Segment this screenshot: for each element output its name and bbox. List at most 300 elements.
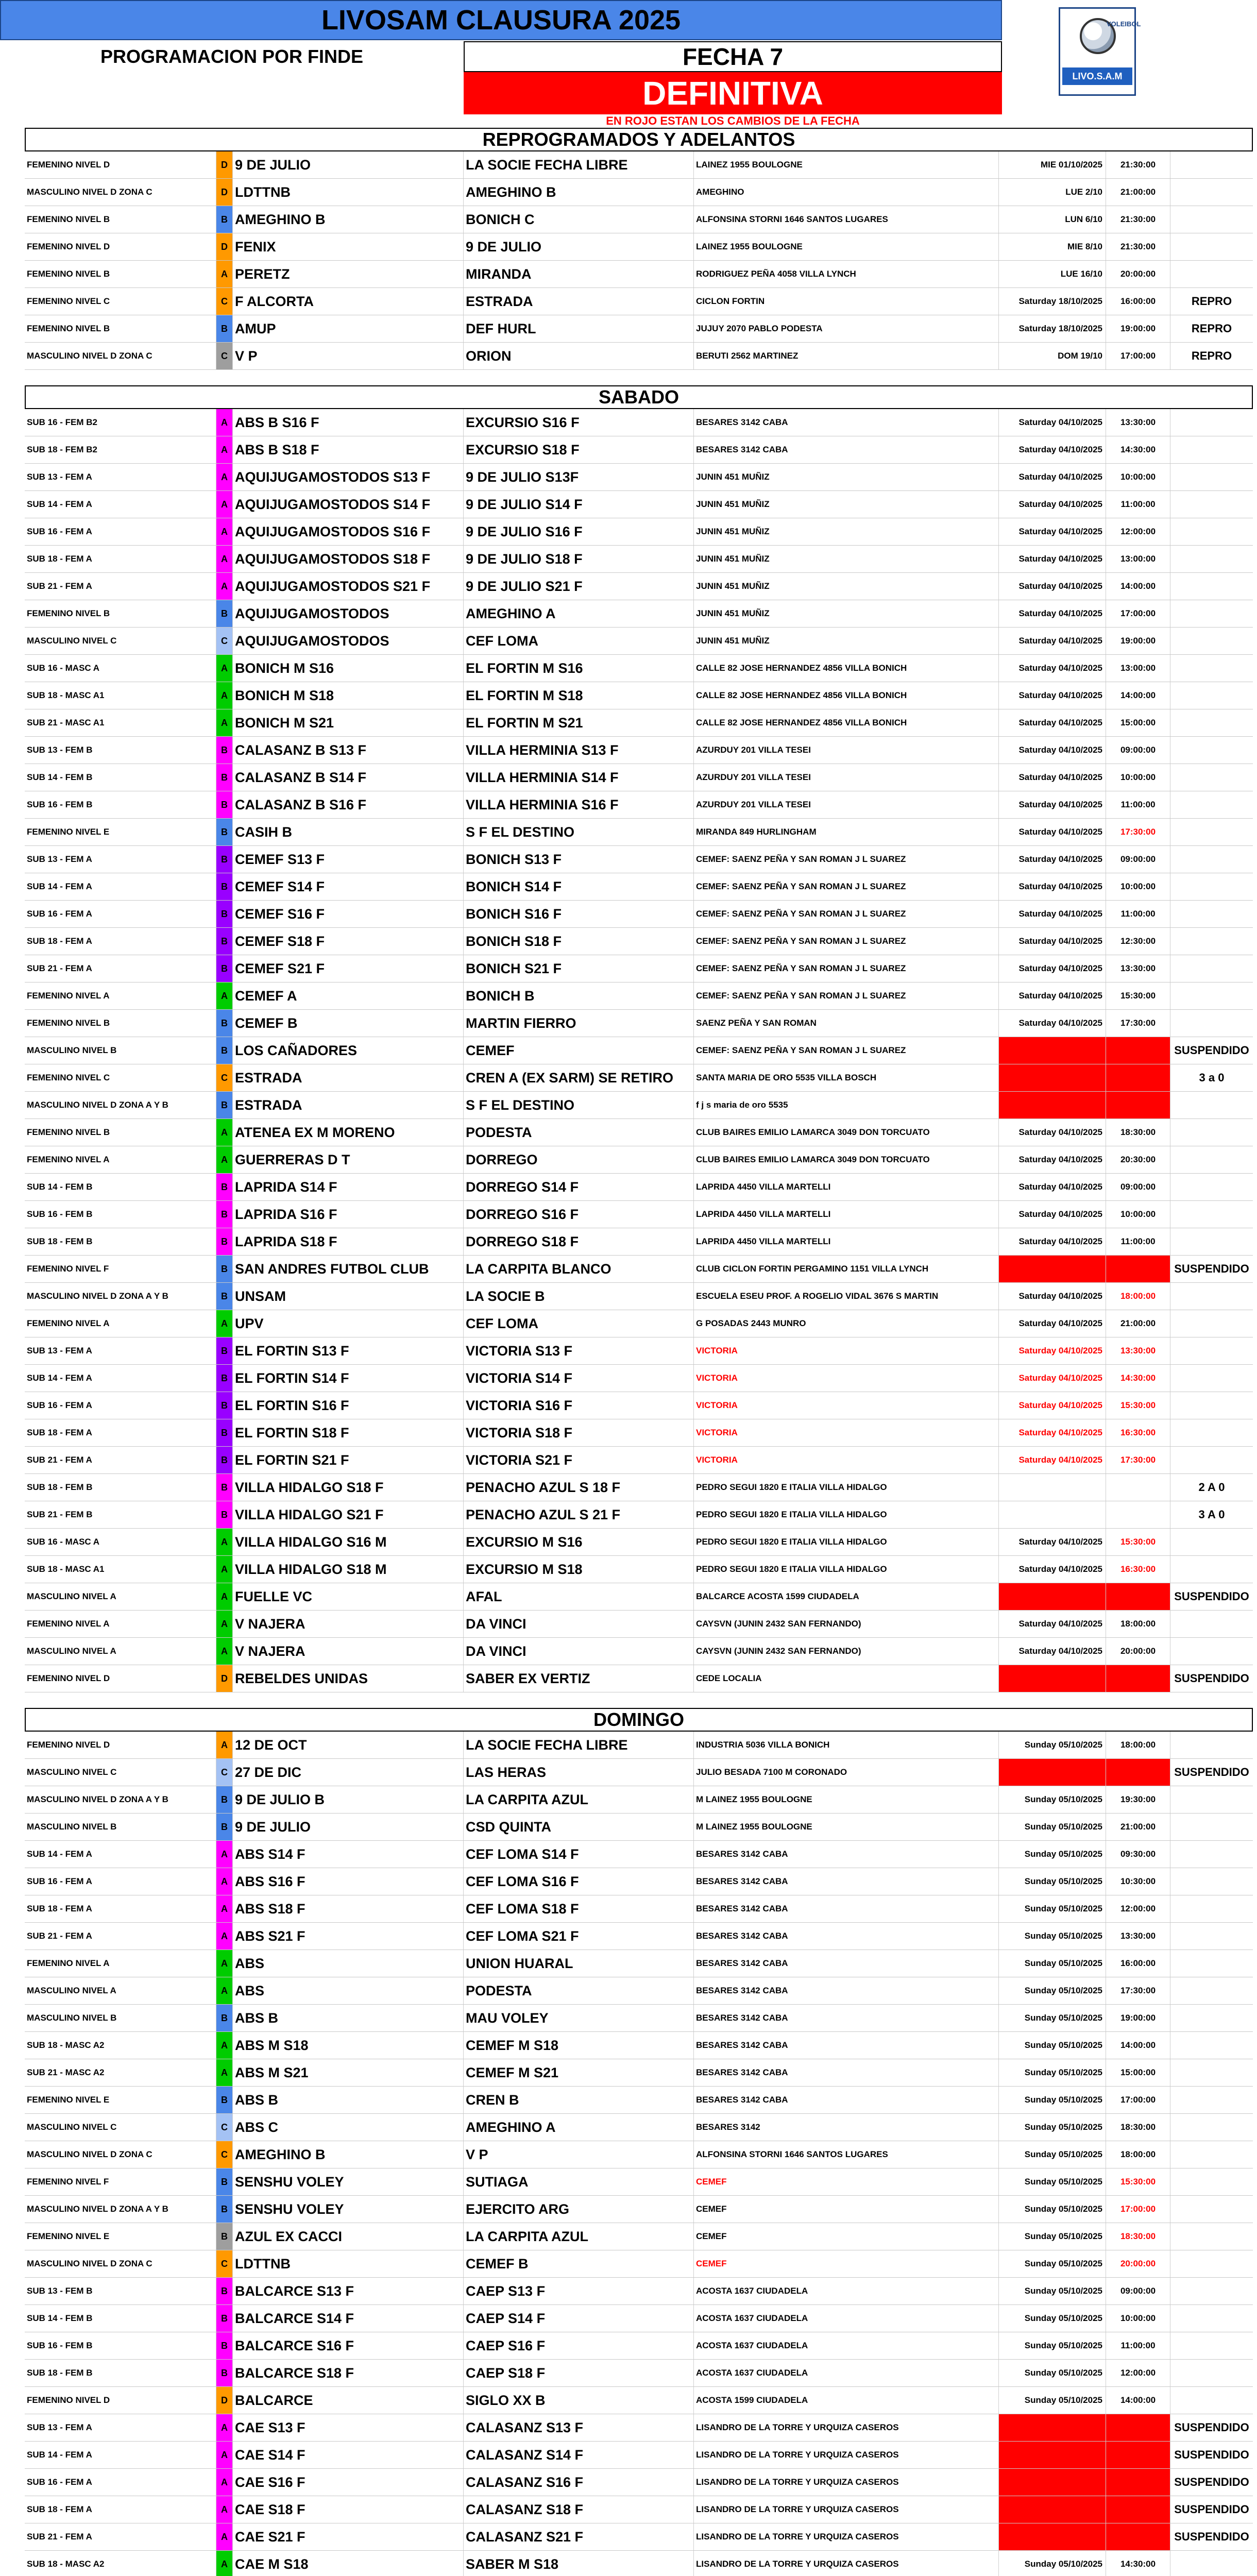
category-cell: MASCULINO NIVEL D ZONA C: [25, 2141, 216, 2168]
date-cell: Saturday 04/10/2025: [999, 682, 1106, 709]
time-cell: 14:00:00: [1106, 2387, 1170, 2414]
table-row: [25, 2387, 1253, 2414]
date-cell: Saturday 04/10/2025: [999, 1638, 1106, 1665]
category-cell: SUB 18 - FEM A: [25, 1419, 216, 1446]
date-cell: Sunday 05/10/2025: [999, 1841, 1106, 1868]
home-team-cell: AZUL EX CACCI: [233, 2223, 464, 2250]
level-badge: A: [216, 1868, 233, 1895]
category-cell: SUB 21 - FEM A: [25, 955, 216, 982]
time-cell: 11:00:00: [1106, 901, 1170, 927]
table-row: [25, 1786, 1253, 1814]
time-cell: 12:00:00: [1106, 518, 1170, 545]
date-cell: Saturday 04/10/2025: [999, 1146, 1106, 1173]
home-team-cell: REBELDES UNIDAS: [233, 1665, 464, 1692]
note-cell: [1170, 737, 1253, 764]
table-row: [25, 982, 1253, 1010]
away-team-cell: CALASANZ S21 F: [464, 2523, 694, 2550]
level-badge: A: [216, 1529, 233, 1555]
time-cell: 13:00:00: [1106, 655, 1170, 682]
time-cell: 19:00:00: [1106, 2005, 1170, 2031]
table-row: [25, 819, 1253, 846]
home-team-cell: 27 DE DIC: [233, 1759, 464, 1786]
table-row: [25, 1419, 1253, 1447]
level-badge: A: [216, 1611, 233, 1637]
venue-cell: AZURDUY 201 VILLA TESEI: [694, 764, 999, 791]
away-team-cell: VICTORIA S14 F: [464, 1365, 694, 1392]
home-team-cell: AQUIJUGAMOSTODOS S21 F: [233, 573, 464, 600]
category-cell: FEMENINO NIVEL E: [25, 2223, 216, 2250]
venue-cell: PEDRO SEGUI 1820 E ITALIA VILLA HIDALGO: [694, 1556, 999, 1583]
away-team-cell: BONICH S16 F: [464, 901, 694, 927]
venue-cell: BESARES 3142 CABA: [694, 436, 999, 463]
away-team-cell: MAU VOLEY: [464, 2005, 694, 2031]
level-badge: A: [216, 1923, 233, 1950]
time-cell: 15:30:00: [1106, 2168, 1170, 2195]
level-badge: B: [216, 2005, 233, 2031]
venue-cell: JUNIN 451 MUÑIZ: [694, 628, 999, 654]
level-badge: A: [216, 1583, 233, 1610]
note-cell: [1170, 1556, 1253, 1583]
table-row: [25, 2250, 1253, 2278]
venue-cell: ACOSTA 1637 CIUDADELA: [694, 2332, 999, 2359]
level-badge: B: [216, 928, 233, 955]
away-team-cell: BONICH S21 F: [464, 955, 694, 982]
time-cell: 18:00:00: [1106, 1611, 1170, 1637]
home-team-cell: CAE M S18: [233, 2551, 464, 2576]
away-team-cell: LA SOCIE B: [464, 1283, 694, 1310]
table-row: [25, 436, 1253, 464]
home-team-cell: ABS S14 F: [233, 1841, 464, 1868]
level-badge: B: [216, 737, 233, 764]
category-cell: MASCULINO NIVEL D ZONA C: [25, 2250, 216, 2277]
table-row: [25, 1337, 1253, 1365]
category-cell: SUB 14 - FEM B: [25, 1174, 216, 1200]
level-badge: A: [216, 655, 233, 682]
table-row: [25, 628, 1253, 655]
category-cell: SUB 21 - FEM A: [25, 1923, 216, 1950]
table-row: [25, 1201, 1253, 1228]
level-badge: C: [216, 2141, 233, 2168]
date-cell: Saturday 04/10/2025: [999, 464, 1106, 490]
venue-cell: VICTORIA: [694, 1392, 999, 1419]
table-row: [25, 1841, 1253, 1868]
note-cell: [1170, 2087, 1253, 2113]
time-cell: 15:30:00: [1106, 1529, 1170, 1555]
date-cell: Saturday 04/10/2025: [999, 982, 1106, 1009]
note-cell: REPRO: [1191, 349, 1232, 362]
category-cell: MASCULINO NIVEL B: [25, 2005, 216, 2031]
time-cell: 14:30:00: [1106, 436, 1170, 463]
date-cell: Sunday 05/10/2025: [999, 2059, 1106, 2086]
date-cell: Sunday 05/10/2025: [999, 2196, 1106, 2223]
venue-cell: CEDE LOCALIA: [694, 1665, 999, 1692]
category-cell: MASCULINO NIVEL A: [25, 1638, 216, 1665]
venue-cell: CEMEF: SAENZ PEÑA Y SAN ROMAN J L SUAREZ: [694, 1037, 999, 1064]
venue-cell: SANTA MARIA DE ORO 5535 VILLA BOSCH: [694, 1064, 999, 1091]
date-cell: Sunday 05/10/2025: [999, 2005, 1106, 2031]
note-cell: [1170, 709, 1253, 736]
time-cell: 16:30:00: [1106, 1419, 1170, 1446]
time-cell: 17:30:00: [1106, 1977, 1170, 2004]
note-cell: [1170, 2278, 1253, 2304]
note-cell: [1170, 1895, 1253, 1922]
category-cell: SUB 18 - FEM B: [25, 2360, 216, 2386]
date-cell: Sunday 05/10/2025: [999, 2278, 1106, 2304]
note-cell: [1170, 1732, 1253, 1758]
date-cell: Sunday 05/10/2025: [999, 1895, 1106, 1922]
category-cell: SUB 18 - FEM A: [25, 2496, 216, 2523]
table-row: [25, 1064, 1253, 1092]
time-cell: 10:00:00: [1106, 1201, 1170, 1228]
level-badge: D: [216, 179, 233, 206]
away-team-cell: 9 DE JULIO S14 F: [464, 491, 694, 518]
note-cell: [1170, 1337, 1253, 1364]
time-cell: 09:00:00: [1106, 1174, 1170, 1200]
time-cell: 20:00:00: [1106, 1638, 1170, 1665]
time-cell: 10:30:00: [1106, 1868, 1170, 1895]
home-team-cell: FENIX: [233, 233, 464, 260]
venue-cell: VICTORIA: [694, 1447, 999, 1473]
category-cell: SUB 16 - FEM A: [25, 1868, 216, 1895]
table-row: [25, 1119, 1253, 1146]
venue-cell: ESCUELA ESEU PROF. A ROGELIO VIDAL 3676 S MARTIN: [694, 1283, 999, 1310]
venue-cell: G POSADAS 2443 MUNRO: [694, 1310, 999, 1337]
time-cell: 21:30:00: [1106, 151, 1170, 178]
category-cell: SUB 16 - FEM B: [25, 791, 216, 818]
away-team-cell: SUTIAGA: [464, 2168, 694, 2195]
time-cell: 15:30:00: [1106, 1392, 1170, 1419]
table-row: [25, 1868, 1253, 1895]
category-cell: FEMENINO NIVEL B: [25, 1010, 216, 1037]
time-cell: 20:30:00: [1106, 1146, 1170, 1173]
venue-cell: LAPRIDA 4450 VILLA MARTELLI: [694, 1228, 999, 1255]
venue-cell: BESARES 3142 CABA: [694, 409, 999, 436]
date-cell: Saturday 04/10/2025: [999, 819, 1106, 845]
level-badge: B: [216, 1501, 233, 1528]
level-badge: C: [216, 628, 233, 654]
away-team-cell: CAEP S16 F: [464, 2332, 694, 2359]
category-cell: SUB 21 - FEM A: [25, 1447, 216, 1473]
venue-cell: LISANDRO DE LA TORRE Y URQUIZA CASEROS: [694, 2442, 999, 2468]
note-cell: [1170, 873, 1253, 900]
away-team-cell: BONICH S13 F: [464, 846, 694, 873]
away-team-cell: CAEP S14 F: [464, 2305, 694, 2332]
time-cell: 15:00:00: [1106, 709, 1170, 736]
home-team-cell: BONICH M S21: [233, 709, 464, 736]
away-team-cell: SIGLO XX B: [464, 2387, 694, 2414]
date-cell: LUE 2/10: [999, 179, 1106, 206]
category-cell: FEMENINO NIVEL B: [25, 315, 216, 342]
note-cell: [1170, 600, 1253, 627]
category-cell: SUB 16 - FEM B: [25, 2332, 216, 2359]
away-team-cell: DORREGO: [464, 1146, 694, 1173]
home-team-cell: ABS B S16 F: [233, 409, 464, 436]
table-row: [25, 1665, 1253, 1692]
date-cell: Sunday 05/10/2025: [999, 2387, 1106, 2414]
category-cell: SUB 18 - MASC A2: [25, 2551, 216, 2576]
level-badge: A: [216, 1977, 233, 2004]
category-cell: SUB 18 - MASC A1: [25, 682, 216, 709]
time-cell: 17:00:00: [1106, 2087, 1170, 2113]
table-row: [25, 2223, 1253, 2250]
status-banner: DEFINITIVA: [464, 72, 1002, 114]
level-badge: A: [216, 518, 233, 545]
note-cell: [1170, 2196, 1253, 2223]
note-cell: [1170, 1310, 1253, 1337]
date-cell: [999, 1092, 1106, 1118]
home-team-cell: AQUIJUGAMOSTODOS S13 F: [233, 464, 464, 490]
level-badge: A: [216, 682, 233, 709]
logo-band-text: LIVO.S.A.M: [1062, 67, 1132, 85]
category-cell: SUB 18 - FEM B2: [25, 436, 216, 463]
venue-cell: BESARES 3142 CABA: [694, 2059, 999, 2086]
away-team-cell: EL FORTIN M S18: [464, 682, 694, 709]
time-cell: [1106, 1665, 1170, 1692]
away-team-cell: DA VINCI: [464, 1638, 694, 1665]
time-cell: 16:30:00: [1106, 1556, 1170, 1583]
note-cell: [1170, 2305, 1253, 2332]
home-team-cell: CASIH B: [233, 819, 464, 845]
venue-cell: LISANDRO DE LA TORRE Y URQUIZA CASEROS: [694, 2496, 999, 2523]
time-cell: 11:00:00: [1106, 2332, 1170, 2359]
venue-cell: LAINEZ 1955 BOULOGNE: [694, 151, 999, 178]
level-badge: A: [216, 409, 233, 436]
time-cell: 14:30:00: [1106, 1365, 1170, 1392]
level-badge: B: [216, 1447, 233, 1473]
note-cell: REPRO: [1191, 295, 1232, 308]
venue-cell: CAYSVN (JUNIN 2432 SAN FERNANDO): [694, 1638, 999, 1665]
category-cell: MASCULINO NIVEL D ZONA A Y B: [25, 1283, 216, 1310]
table-row: [25, 206, 1253, 233]
home-team-cell: CALASANZ B S13 F: [233, 737, 464, 764]
venue-cell: BESARES 3142 CABA: [694, 2005, 999, 2031]
away-team-cell: LA CARPITA AZUL: [464, 1786, 694, 1813]
home-team-cell: UNSAM: [233, 1283, 464, 1310]
level-badge: C: [216, 343, 233, 369]
note-cell: [1170, 1814, 1253, 1840]
category-cell: FEMENINO NIVEL C: [25, 288, 216, 315]
table-row: [25, 2141, 1253, 2168]
section-header: DOMINGO: [25, 1708, 1253, 1732]
time-cell: [1106, 2414, 1170, 2441]
level-badge: C: [216, 1759, 233, 1786]
level-badge: A: [216, 1732, 233, 1758]
home-team-cell: BALCARCE S13 F: [233, 2278, 464, 2304]
category-cell: FEMENINO NIVEL D: [25, 1732, 216, 1758]
note-cell: SUSPENDIDO: [1174, 2421, 1249, 2434]
table-row: [25, 1814, 1253, 1841]
venue-cell: LAPRIDA 4450 VILLA MARTELLI: [694, 1174, 999, 1200]
section-gap: [25, 1692, 1253, 1708]
table-row: [25, 2114, 1253, 2141]
venue-cell: CEMEF: [694, 2250, 999, 2277]
note-cell: [1170, 1119, 1253, 1146]
category-cell: SUB 14 - FEM A: [25, 873, 216, 900]
table-row: [25, 1950, 1253, 1977]
note-cell: SUSPENDIDO: [1174, 1766, 1249, 1778]
venue-cell: CALLE 82 JOSE HERNANDEZ 4856 VILLA BONICH: [694, 709, 999, 736]
category-cell: SUB 14 - FEM A: [25, 1365, 216, 1392]
level-badge: A: [216, 1895, 233, 1922]
date-cell: Sunday 05/10/2025: [999, 1732, 1106, 1758]
category-cell: FEMENINO NIVEL B: [25, 1119, 216, 1146]
note-cell: [1170, 1447, 1253, 1473]
venue-cell: BESARES 3142: [694, 2114, 999, 2141]
time-cell: 18:30:00: [1106, 2223, 1170, 2250]
note-cell: [1170, 1786, 1253, 1813]
note-cell: [1170, 1092, 1253, 1118]
category-cell: FEMENINO NIVEL E: [25, 819, 216, 845]
category-cell: FEMENINO NIVEL B: [25, 206, 216, 233]
note-cell: [1170, 179, 1253, 206]
time-cell: [1106, 1092, 1170, 1118]
date-cell: Saturday 04/10/2025: [999, 628, 1106, 654]
venue-cell: AZURDUY 201 VILLA TESEI: [694, 791, 999, 818]
home-team-cell: ABS B: [233, 2087, 464, 2113]
time-cell: 17:00:00: [1106, 343, 1170, 369]
note-cell: [1170, 1174, 1253, 1200]
level-badge: A: [216, 261, 233, 287]
note-cell: [1170, 1146, 1253, 1173]
category-cell: SUB 18 - FEM B: [25, 1474, 216, 1501]
away-team-cell: EXCURSIO M S16: [464, 1529, 694, 1555]
table-row: [25, 2414, 1253, 2442]
away-team-cell: EXCURSIO M S18: [464, 1556, 694, 1583]
time-cell: 19:00:00: [1106, 315, 1170, 342]
time-cell: 10:00:00: [1106, 764, 1170, 791]
time-cell: [1106, 2496, 1170, 2523]
level-badge: A: [216, 491, 233, 518]
home-team-cell: LOS CAÑADORES: [233, 1037, 464, 1064]
away-team-cell: PODESTA: [464, 1977, 694, 2004]
category-cell: SUB 16 - FEM A: [25, 901, 216, 927]
venue-cell: SAENZ PEÑA Y SAN ROMAN: [694, 1010, 999, 1037]
home-team-cell: ABS B: [233, 2005, 464, 2031]
venue-cell: CALLE 82 JOSE HERNANDEZ 4856 VILLA BONICH: [694, 655, 999, 682]
home-team-cell: ABS S16 F: [233, 1868, 464, 1895]
date-cell: Saturday 04/10/2025: [999, 764, 1106, 791]
table-row: [25, 288, 1253, 315]
date-cell: Saturday 04/10/2025: [999, 518, 1106, 545]
note-cell: [1170, 764, 1253, 791]
venue-cell: JULIO BESADA 7100 M CORONADO: [694, 1759, 999, 1786]
away-team-cell: MIRANDA: [464, 261, 694, 287]
home-team-cell: LAPRIDA S14 F: [233, 1174, 464, 1200]
home-team-cell: CAE S13 F: [233, 2414, 464, 2441]
table-row: [25, 2087, 1253, 2114]
venue-cell: JUNIN 451 MUÑIZ: [694, 600, 999, 627]
home-team-cell: ABS B S18 F: [233, 436, 464, 463]
note-cell: [1170, 1283, 1253, 1310]
home-team-cell: AQUIJUGAMOSTODOS: [233, 628, 464, 654]
table-row: [25, 600, 1253, 628]
away-team-cell: 9 DE JULIO S21 F: [464, 573, 694, 600]
time-cell: 13:30:00: [1106, 955, 1170, 982]
level-badge: B: [216, 846, 233, 873]
time-cell: [1106, 2469, 1170, 2496]
time-cell: 11:00:00: [1106, 491, 1170, 518]
away-team-cell: CEF LOMA S14 F: [464, 1841, 694, 1868]
table-row: [25, 764, 1253, 791]
level-badge: A: [216, 464, 233, 490]
note-cell: [1170, 1611, 1253, 1637]
level-badge: B: [216, 1786, 233, 1813]
date-cell: Sunday 05/10/2025: [999, 1950, 1106, 1977]
table-row: [25, 1501, 1253, 1529]
time-cell: [1106, 1037, 1170, 1064]
time-cell: 21:30:00: [1106, 206, 1170, 233]
note-cell: [1170, 1365, 1253, 1392]
venue-cell: LISANDRO DE LA TORRE Y URQUIZA CASEROS: [694, 2469, 999, 2496]
home-team-cell: AMEGHINO B: [233, 206, 464, 233]
page-title: LIVOSAM CLAUSURA 2025: [0, 0, 1002, 40]
note-cell: [1170, 2332, 1253, 2359]
venue-cell: LISANDRO DE LA TORRE Y URQUIZA CASEROS: [694, 2551, 999, 2576]
table-row: [25, 846, 1253, 873]
venue-cell: PEDRO SEGUI 1820 E ITALIA VILLA HIDALGO: [694, 1501, 999, 1528]
venue-cell: CEMEF: SAENZ PEÑA Y SAN ROMAN J L SUAREZ: [694, 982, 999, 1009]
category-cell: SUB 13 - FEM A: [25, 846, 216, 873]
date-cell: Saturday 04/10/2025: [999, 1228, 1106, 1255]
away-team-cell: 9 DE JULIO S16 F: [464, 518, 694, 545]
table-row: [25, 573, 1253, 600]
away-team-cell: DORREGO S14 F: [464, 1174, 694, 1200]
venue-cell: BERUTI 2562 MARTINEZ: [694, 343, 999, 369]
venue-cell: ALFONSINA STORNI 1646 SANTOS LUGARES: [694, 2141, 999, 2168]
category-cell: SUB 16 - FEM B: [25, 1201, 216, 1228]
venue-cell: f j s maria de oro 5535: [694, 1092, 999, 1118]
time-cell: 20:00:00: [1106, 261, 1170, 287]
venue-cell: BESARES 3142 CABA: [694, 2087, 999, 2113]
table-row: [25, 1092, 1253, 1119]
table-row: [25, 2551, 1253, 2576]
note-cell: [1170, 1950, 1253, 1977]
note-cell: [1170, 409, 1253, 436]
time-cell: 10:00:00: [1106, 2305, 1170, 2332]
venue-cell: M LAINEZ 1955 BOULOGNE: [694, 1814, 999, 1840]
table-row: [25, 233, 1253, 261]
date-cell: Saturday 04/10/2025: [999, 1310, 1106, 1337]
home-team-cell: ABS M S18: [233, 2032, 464, 2059]
away-team-cell: 9 DE JULIO S18 F: [464, 546, 694, 572]
time-cell: 09:00:00: [1106, 846, 1170, 873]
venue-cell: PEDRO SEGUI 1820 E ITALIA VILLA HIDALGO: [694, 1529, 999, 1555]
time-cell: 17:30:00: [1106, 819, 1170, 845]
category-cell: SUB 13 - FEM B: [25, 737, 216, 764]
date-cell: LUN 6/10: [999, 206, 1106, 233]
level-badge: A: [216, 982, 233, 1009]
home-team-cell: V NAJERA: [233, 1611, 464, 1637]
home-team-cell: LAPRIDA S18 F: [233, 1228, 464, 1255]
category-cell: SUB 21 - FEM A: [25, 573, 216, 600]
category-cell: MASCULINO NIVEL B: [25, 1814, 216, 1840]
level-badge: B: [216, 2332, 233, 2359]
away-team-cell: EL FORTIN M S16: [464, 655, 694, 682]
away-team-cell: LA CARPITA BLANCO: [464, 1256, 694, 1282]
date-cell: [999, 2469, 1106, 2496]
note-cell: [1170, 2005, 1253, 2031]
away-team-cell: VILLA HERMINIA S13 F: [464, 737, 694, 764]
away-team-cell: CEF LOMA S16 F: [464, 1868, 694, 1895]
time-cell: 09:30:00: [1106, 1841, 1170, 1868]
away-team-cell: ORION: [464, 343, 694, 369]
away-team-cell: UNION HUARAL: [464, 1950, 694, 1977]
venue-cell: JUNIN 451 MUÑIZ: [694, 573, 999, 600]
section-gap: [25, 370, 1253, 385]
home-team-cell: EL FORTIN S21 F: [233, 1447, 464, 1473]
table-row: [25, 1010, 1253, 1037]
note-cell: SUSPENDIDO: [1174, 1672, 1249, 1685]
